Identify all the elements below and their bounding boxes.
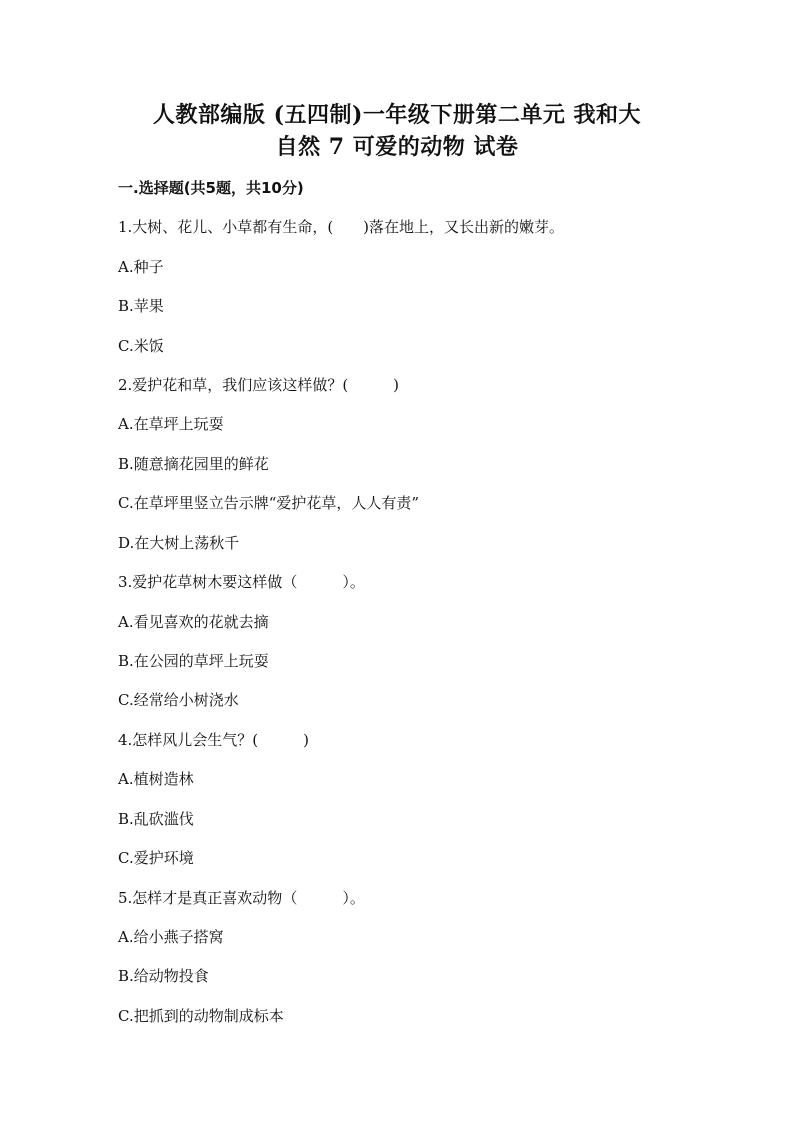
question-2-option-d: D.在大树上荡秋千 [118, 534, 240, 552]
question-1-option-a: A.种子 [118, 258, 164, 276]
question-1-option-c: C.米饭 [118, 337, 164, 355]
question-2-option-b: B.随意摘花园里的鲜花 [118, 455, 269, 473]
question-2: 2.爱护花和草，我们应该这样做？( ) [118, 376, 400, 394]
exam-title-line-2: 自然 7 可爱的动物 试卷 [275, 134, 519, 160]
question-3-option-a: A.看见喜欢的花就去摘 [118, 613, 269, 631]
exam-title-line-1: 人教部编版 (五四制)一年级下册第二单元 我和大 [152, 102, 642, 128]
question-3-option-c: C.经常给小树浇水 [118, 691, 239, 709]
question-4-option-b: B.乱砍滥伐 [118, 810, 194, 828]
question-5-option-c: C.把抓到的动物制成标本 [118, 1007, 284, 1025]
question-5: 5.怎样才是真正喜欢动物（ ）。 [118, 889, 365, 907]
question-4-option-a: A.植树造林 [118, 770, 194, 788]
question-3-option-b: B.在公园的草坪上玩耍 [118, 652, 269, 670]
question-2-option-c: C.在草坪里竖立告示牌“爱护花草，人人有责” [118, 494, 420, 512]
question-4-option-c: C.爱护环境 [118, 849, 194, 867]
question-1-option-b: B.苹果 [118, 297, 164, 315]
question-2-option-a: A.在草坪上玩耍 [118, 415, 224, 433]
question-1: 1.大树、花儿、小草都有生命，( )落在地上，又长出新的嫩芽。 [118, 218, 565, 236]
question-4: 4.怎样风儿会生气？( ) [118, 731, 310, 749]
question-5-option-b: B.给动物投食 [118, 967, 209, 985]
question-5-option-a: A.给小燕子搭窝 [118, 928, 224, 946]
question-3: 3.爱护花草树木要这样做（ ）。 [118, 573, 365, 591]
section-heading: 一.选择题(共5题，共10分) [118, 179, 304, 197]
